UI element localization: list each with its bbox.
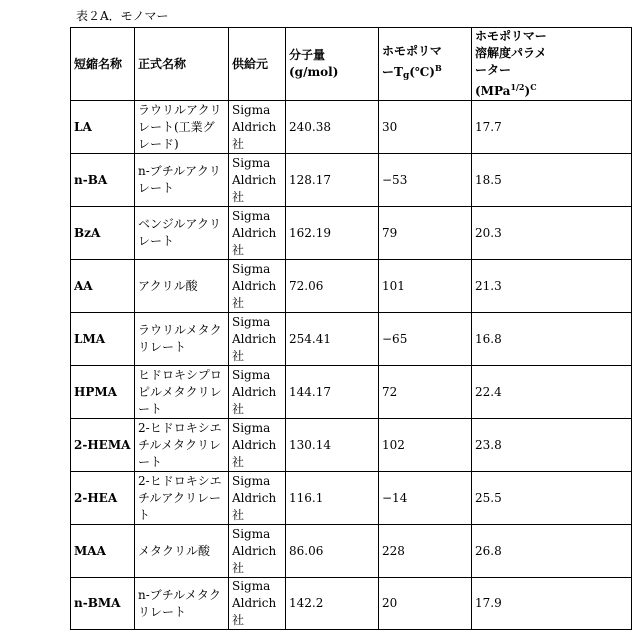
cell-solubility-parameter: 16.8 [472, 313, 632, 366]
cell-supplier: Sigma Aldrich社 [229, 207, 286, 260]
header-sp-line1: ホモポリマー [475, 29, 547, 43]
cell-abbreviation: BzA [71, 207, 135, 260]
cell-abbreviation: MAA [71, 525, 135, 578]
cell-formal-name: 2-ヒドロキシエチルアクリレート [135, 472, 229, 525]
cell-solubility-parameter: 18.5 [472, 154, 632, 207]
cell-solubility-parameter: 25.5 [472, 472, 632, 525]
header-row [71, 28, 632, 101]
cell-formal-name: アクリル酸 [135, 260, 229, 313]
cell-abbreviation: HPMA [71, 366, 135, 419]
table-row [71, 578, 632, 630]
cell-formal-name: ベンジルアクリレート [135, 207, 229, 260]
cell-tg: −53 [379, 154, 472, 207]
cell-abbreviation: AA [71, 260, 135, 313]
header-sp-line2: 溶解度パラメ [475, 46, 547, 60]
cell-tg: 102 [379, 419, 472, 472]
table-row [71, 260, 632, 313]
table-row [71, 101, 632, 154]
header-sp-exponent: 1/2 [510, 82, 524, 92]
header-tg-prefix: ー [382, 65, 394, 79]
cell-molecular-weight: 240.38 [286, 101, 379, 154]
cell-tg: −14 [379, 472, 472, 525]
cell-solubility-parameter: 23.8 [472, 419, 632, 472]
cell-molecular-weight: 116.1 [286, 472, 379, 525]
cell-molecular-weight: 86.06 [286, 525, 379, 578]
cell-abbreviation: 2-HEA [71, 472, 135, 525]
cell-tg: 101 [379, 260, 472, 313]
table-row [71, 472, 632, 525]
cell-solubility-parameter: 22.4 [472, 366, 632, 419]
cell-solubility-parameter: 20.3 [472, 207, 632, 260]
cell-formal-name: n-ブチルメタクリレート [135, 578, 229, 630]
header-tg-line1: ホモポリマ [382, 44, 442, 58]
header-supplier: 供給元 [229, 28, 286, 101]
header-tg-footnote: B [435, 63, 442, 73]
cell-supplier: Sigma Aldrich社 [229, 366, 286, 419]
cell-molecular-weight: 128.17 [286, 154, 379, 207]
cell-solubility-parameter: 17.9 [472, 578, 632, 630]
header-abbreviation: 短縮名称 [71, 28, 135, 101]
cell-solubility-parameter: 17.7 [472, 101, 632, 154]
cell-solubility-parameter: 21.3 [472, 260, 632, 313]
cell-tg: 79 [379, 207, 472, 260]
header-sp-unit: (MPa [475, 84, 510, 98]
table-row [71, 207, 632, 260]
header-solubility-parameter [472, 28, 632, 101]
cell-abbreviation: LA [71, 101, 135, 154]
table-row [71, 366, 632, 419]
table-row [71, 525, 632, 578]
cell-supplier: Sigma Aldrich社 [229, 419, 286, 472]
cell-tg: −65 [379, 313, 472, 366]
header-sp-close: ) [525, 84, 531, 98]
cell-molecular-weight: 162.19 [286, 207, 379, 260]
header-homopolymer-tg [379, 28, 472, 101]
cell-supplier: Sigma Aldrich社 [229, 154, 286, 207]
header-molecular-weight [286, 28, 379, 101]
cell-supplier: Sigma Aldrich社 [229, 525, 286, 578]
cell-formal-name: ヒドロキシプロピルメタクリレート [135, 366, 229, 419]
cell-abbreviation: n-BA [71, 154, 135, 207]
table-row [71, 313, 632, 366]
cell-supplier: Sigma Aldrich社 [229, 260, 286, 313]
table-caption: 表２A．モノマー [76, 9, 169, 23]
cell-formal-name: ラウリルメタクリレート [135, 313, 229, 366]
cell-formal-name: 2-ヒドロキシエチルメタクリレート [135, 419, 229, 472]
table-row [71, 419, 632, 472]
cell-tg: 30 [379, 101, 472, 154]
header-sp-footnote: C [530, 82, 536, 92]
cell-formal-name: メタクリル酸 [135, 525, 229, 578]
cell-supplier: Sigma Aldrich社 [229, 313, 286, 366]
header-mw-line2: (g/mol) [289, 65, 338, 79]
header-tg-subscript: g [403, 71, 409, 81]
table-row [71, 154, 632, 207]
header-tg-symbol: T [394, 65, 403, 79]
cell-supplier: Sigma Aldrich社 [229, 101, 286, 154]
cell-abbreviation: n-BMA [71, 578, 135, 630]
monomer-table [70, 27, 632, 630]
cell-abbreviation: LMA [71, 313, 135, 366]
header-sp-line3: ーター [475, 63, 511, 77]
cell-tg: 228 [379, 525, 472, 578]
cell-molecular-weight: 254.41 [286, 313, 379, 366]
cell-abbreviation: 2-HEMA [71, 419, 135, 472]
header-formal-name: 正式名称 [135, 28, 229, 101]
cell-molecular-weight: 130.14 [286, 419, 379, 472]
cell-molecular-weight: 142.2 [286, 578, 379, 630]
cell-tg: 20 [379, 578, 472, 630]
cell-tg: 72 [379, 366, 472, 419]
cell-supplier: Sigma Aldrich社 [229, 578, 286, 630]
cell-supplier: Sigma Aldrich社 [229, 472, 286, 525]
header-mw-line1: 分子量 [289, 48, 325, 62]
header-tg-unit: (℃) [409, 65, 435, 79]
cell-molecular-weight: 72.06 [286, 260, 379, 313]
cell-molecular-weight: 144.17 [286, 366, 379, 419]
cell-formal-name: ラウリルアクリレート(工業グレード) [135, 101, 229, 154]
cell-formal-name: n-ブチルアクリレート [135, 154, 229, 207]
cell-solubility-parameter: 26.8 [472, 525, 632, 578]
